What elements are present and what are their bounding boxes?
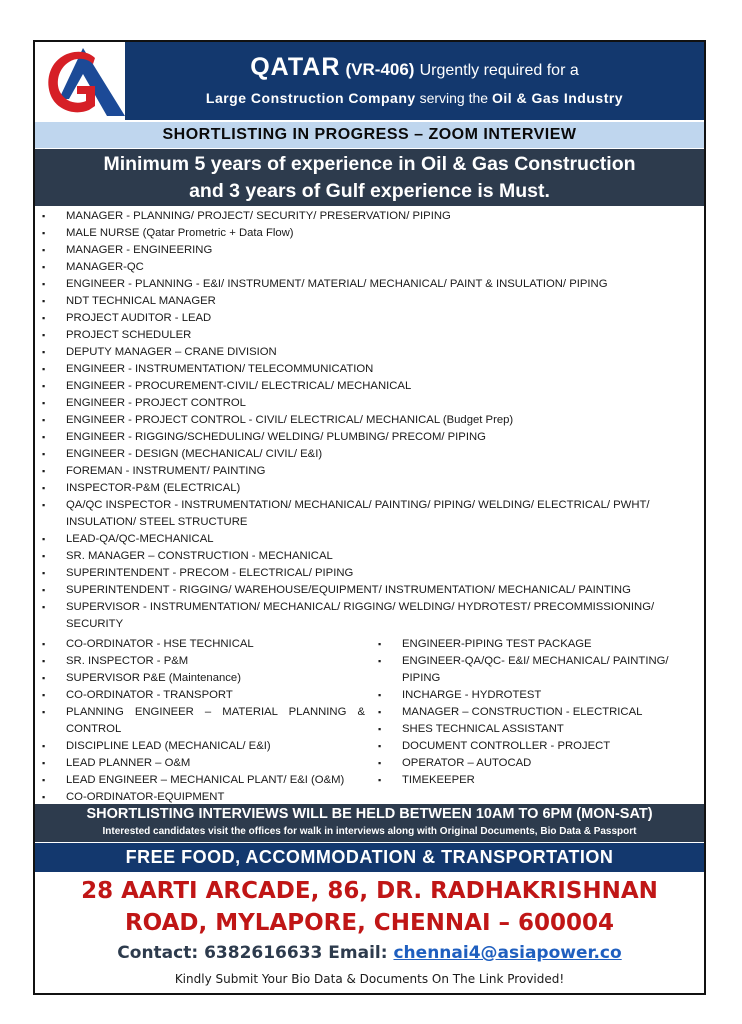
bullet-icon: ▪ — [42, 449, 46, 459]
office-address — [35, 875, 704, 939]
address-line-2: ROAD, MYLAPORE, CHENNAI – 600004 — [124, 910, 615, 936]
job-title: ENGINEER-QA/QC- E&I/ MECHANICAL/ PAINTING/ PIPING — [402, 655, 669, 684]
job-title: SHES TECHNICAL ASSISTANT — [402, 723, 564, 735]
header-band — [125, 42, 704, 120]
bullet-icon: ▪ — [42, 296, 46, 306]
bullet-icon: ▪ — [378, 775, 382, 785]
job-title: OPERATOR – AUTOCAD — [402, 757, 532, 769]
address-line-1: 28 AARTI ARCADE, 86, DR. RADHAKRISHNAN — [81, 878, 658, 904]
bullet-icon: ▪ — [42, 500, 46, 510]
job-item — [35, 242, 704, 259]
job-item — [371, 721, 704, 738]
job-list-left — [35, 636, 371, 806]
interview-instructions: Interested candidates visit the offices for walk in interviews along with Original Documents, Bio Data & Passport — [102, 826, 637, 837]
bullet-icon: ▪ — [42, 381, 46, 391]
contact-label: Contact: — [117, 943, 199, 963]
job-item — [35, 293, 704, 310]
bullet-icon: ▪ — [42, 211, 46, 221]
bullet-icon: ▪ — [42, 432, 46, 442]
vacancy-code: (VR-406) — [345, 60, 415, 79]
job-title: MANAGER - PLANNING/ PROJECT/ SECURITY/ PRESERVATION/ PIPING — [66, 210, 451, 222]
bullet-icon: ▪ — [42, 415, 46, 425]
interview-hours: SHORTLISTING INTERVIEWS WILL BE HELD BETWEEN 10AM TO 6PM (MON-SAT) — [86, 806, 653, 822]
bullet-icon: ▪ — [42, 758, 46, 768]
bullet-icon: ▪ — [42, 775, 46, 785]
bullet-icon: ▪ — [42, 690, 46, 700]
company-logo-icon — [37, 44, 129, 118]
job-item — [35, 361, 704, 378]
job-title: ENGINEER - PLANNING - E&I/ INSTRUMENT/ MATERIAL/ MECHANICAL/ PAINT & INSULATION/ PIPING — [66, 278, 608, 290]
job-list — [35, 208, 704, 633]
bullet-icon: ▪ — [378, 758, 382, 768]
bullet-icon: ▪ — [42, 279, 46, 289]
bullet-icon: ▪ — [42, 398, 46, 408]
bullet-icon: ▪ — [42, 707, 46, 717]
country-name: QATAR — [250, 53, 341, 81]
interview-banner — [35, 804, 704, 842]
job-title: LEAD-QA/QC-MECHANICAL — [66, 533, 214, 545]
bullet-icon: ▪ — [42, 262, 46, 272]
job-title: FOREMAN - INSTRUMENT/ PAINTING — [66, 465, 266, 477]
job-title: MANAGER - ENGINEERING — [66, 244, 213, 256]
bullet-icon: ▪ — [42, 602, 46, 612]
bullet-icon: ▪ — [378, 656, 382, 666]
footer-note: Kindly Submit Your Bio Data & Documents On The Link Provided! — [174, 972, 565, 986]
logo-text: GA — [47, 117, 49, 118]
job-title: MANAGER – CONSTRUCTION - ELECTRICAL — [402, 706, 643, 718]
job-title: SUPERVISOR - INSTRUMENTATION/ MECHANICAL/ RIGGING/ WELDING/ HYDROTEST/ PRECOMMISSIONING/ SECURITY — [66, 601, 655, 630]
job-title: ENGINEER - PROJECT CONTROL — [66, 397, 246, 409]
contact-phone[interactable]: 6382616633 — [204, 943, 323, 963]
job-item — [371, 704, 704, 721]
bullet-icon: ▪ — [42, 639, 46, 649]
bullet-icon: ▪ — [42, 228, 46, 238]
bullet-icon: ▪ — [378, 639, 382, 649]
job-title: MANAGER-QC — [66, 261, 144, 273]
job-title: DOCUMENT CONTROLLER - PROJECT — [402, 740, 611, 752]
poster-frame — [33, 40, 706, 995]
job-item — [35, 599, 704, 633]
job-item — [35, 548, 704, 565]
job-title: ENGINEER - DESIGN (MECHANICAL/ CIVIL/ E&I) — [66, 448, 323, 460]
job-title: ENGINEER - INSTRUMENTATION/ TELECOMMUNICATION — [66, 363, 374, 375]
job-item — [35, 327, 704, 344]
job-title: INSPECTOR-P&M (ELECTRICAL) — [66, 482, 241, 494]
job-title: TIMEKEEPER — [402, 774, 475, 786]
bullet-icon: ▪ — [378, 724, 382, 734]
job-item — [35, 687, 371, 704]
job-item — [371, 687, 704, 704]
bullet-icon: ▪ — [378, 690, 382, 700]
job-title: INCHARGE - HYDROTEST — [402, 689, 542, 701]
job-item — [35, 225, 704, 242]
job-item — [371, 755, 704, 772]
job-item — [35, 704, 371, 738]
experience-banner — [35, 149, 704, 206]
job-title: NDT TECHNICAL MANAGER — [66, 295, 216, 307]
job-title: ENGINEER - RIGGING/SCHEDULING/ WELDING/ PLUMBING/ PRECOM/ PIPING — [66, 431, 486, 443]
job-item — [371, 636, 704, 653]
bullet-icon: ▪ — [42, 741, 46, 751]
bullet-icon: ▪ — [42, 568, 46, 578]
job-item — [35, 670, 371, 687]
header — [35, 42, 704, 120]
job-title: LEAD PLANNER – O&M — [66, 757, 191, 769]
job-title: CO-ORDINATOR-EQUIPMENT — [66, 791, 225, 803]
job-title: PROJECT SCHEDULER — [66, 329, 192, 341]
job-title: SUPERVISOR P&E (Maintenance) — [66, 672, 241, 684]
job-item — [35, 755, 371, 772]
job-item — [371, 653, 704, 687]
job-item — [35, 395, 704, 412]
job-title: ENGINEER - PROCUREMENT-CIVIL/ ELECTRICAL/ MECHANICAL — [66, 380, 412, 392]
bullet-icon: ▪ — [42, 245, 46, 255]
bullet-icon: ▪ — [42, 466, 46, 476]
job-item — [35, 378, 704, 395]
header-line-1 — [125, 53, 704, 82]
email-label: Email: — [328, 943, 388, 963]
bullet-icon: ▪ — [42, 483, 46, 493]
urgency-text: Urgently required for a — [419, 62, 579, 79]
job-item — [35, 310, 704, 327]
job-title: SR. INSPECTOR - P&M — [66, 655, 189, 667]
job-title: SUPERINTENDENT - PRECOM - ELECTRICAL/ PIPING — [66, 567, 354, 579]
job-item — [35, 636, 371, 653]
job-title: PROJECT AUDITOR - LEAD — [66, 312, 212, 324]
job-title: PLANNING ENGINEER – MATERIAL PLANNING & CONTROL — [66, 706, 365, 735]
job-title: SR. MANAGER – CONSTRUCTION - MECHANICAL — [66, 550, 333, 562]
job-item — [35, 208, 704, 225]
job-title: ENGINEER - PROJECT CONTROL - CIVIL/ ELECTRICAL/ MECHANICAL (Budget Prep) — [66, 414, 514, 426]
job-item — [35, 344, 704, 361]
bullet-icon: ▪ — [42, 792, 46, 802]
bullet-icon: ▪ — [42, 330, 46, 340]
job-item — [35, 480, 704, 497]
shortlisting-banner: SHORTLISTING IN PROGRESS – ZOOM INTERVIEW — [35, 122, 704, 148]
bullet-icon: ▪ — [42, 551, 46, 561]
job-title: ENGINEER-PIPING TEST PACKAGE — [402, 638, 592, 650]
bullet-icon: ▪ — [42, 673, 46, 683]
industry-text: Oil & Gas Industry — [491, 90, 624, 106]
job-list-two-column — [35, 636, 704, 806]
header-line-2 — [125, 90, 704, 106]
job-item — [35, 259, 704, 276]
job-title: QA/QC INSPECTOR - INSTRUMENTATION/ MECHANICAL/ PAINTING/ PIPING/ WELDING/ ELECTRICAL/ PWHT/ INSULATION/ STEEL STRUCTURE — [66, 499, 650, 528]
job-item — [35, 429, 704, 446]
bullet-icon: ▪ — [42, 347, 46, 357]
bullet-icon: ▪ — [42, 534, 46, 544]
job-item — [371, 738, 704, 755]
bullet-icon: ▪ — [42, 364, 46, 374]
experience-line-2: and 3 years of Gulf experience is Must. — [189, 180, 550, 202]
company-type: Large Construction Company — [205, 90, 416, 106]
job-title: MALE NURSE (Qatar Prometric + Data Flow) — [66, 227, 294, 239]
bullet-icon: ▪ — [42, 313, 46, 323]
job-item — [35, 582, 704, 599]
job-title: DEPUTY MANAGER – CRANE DIVISION — [66, 346, 277, 358]
job-title: DISCIPLINE LEAD (MECHANICAL/ E&I) — [66, 740, 271, 752]
job-item — [35, 738, 371, 755]
bullet-icon: ▪ — [42, 585, 46, 595]
bullet-icon: ▪ — [378, 741, 382, 751]
contact-line — [35, 941, 704, 965]
job-title: LEAD ENGINEER – MECHANICAL PLANT/ E&I (O&M) — [66, 774, 345, 786]
contact-email-link[interactable]: chennai4@asiapower.co — [393, 943, 622, 963]
benefits-banner: FREE FOOD, ACCOMMODATION & TRANSPORTATION — [35, 843, 704, 872]
job-item — [35, 446, 704, 463]
job-title: CO-ORDINATOR - TRANSPORT — [66, 689, 233, 701]
job-item — [35, 463, 704, 480]
job-title: CO-ORDINATOR - HSE TECHNICAL — [66, 638, 254, 650]
job-item — [35, 565, 704, 582]
job-title: SUPERINTENDENT - RIGGING/ WAREHOUSE/EQUIPMENT/ INSTRUMENTATION/ MECHANICAL/ PAINTING — [66, 584, 631, 596]
experience-line-1: Minimum 5 years of experience in Oil & Gas Construction — [103, 153, 636, 175]
job-item — [35, 531, 704, 548]
bullet-icon: ▪ — [378, 707, 382, 717]
job-item — [35, 772, 371, 789]
serving-text: serving the — [419, 90, 489, 106]
job-item — [35, 412, 704, 429]
job-item — [35, 497, 704, 531]
bullet-icon: ▪ — [42, 656, 46, 666]
job-list-right — [371, 636, 704, 806]
job-item — [371, 772, 704, 789]
job-item — [35, 653, 371, 670]
job-item — [35, 276, 704, 293]
